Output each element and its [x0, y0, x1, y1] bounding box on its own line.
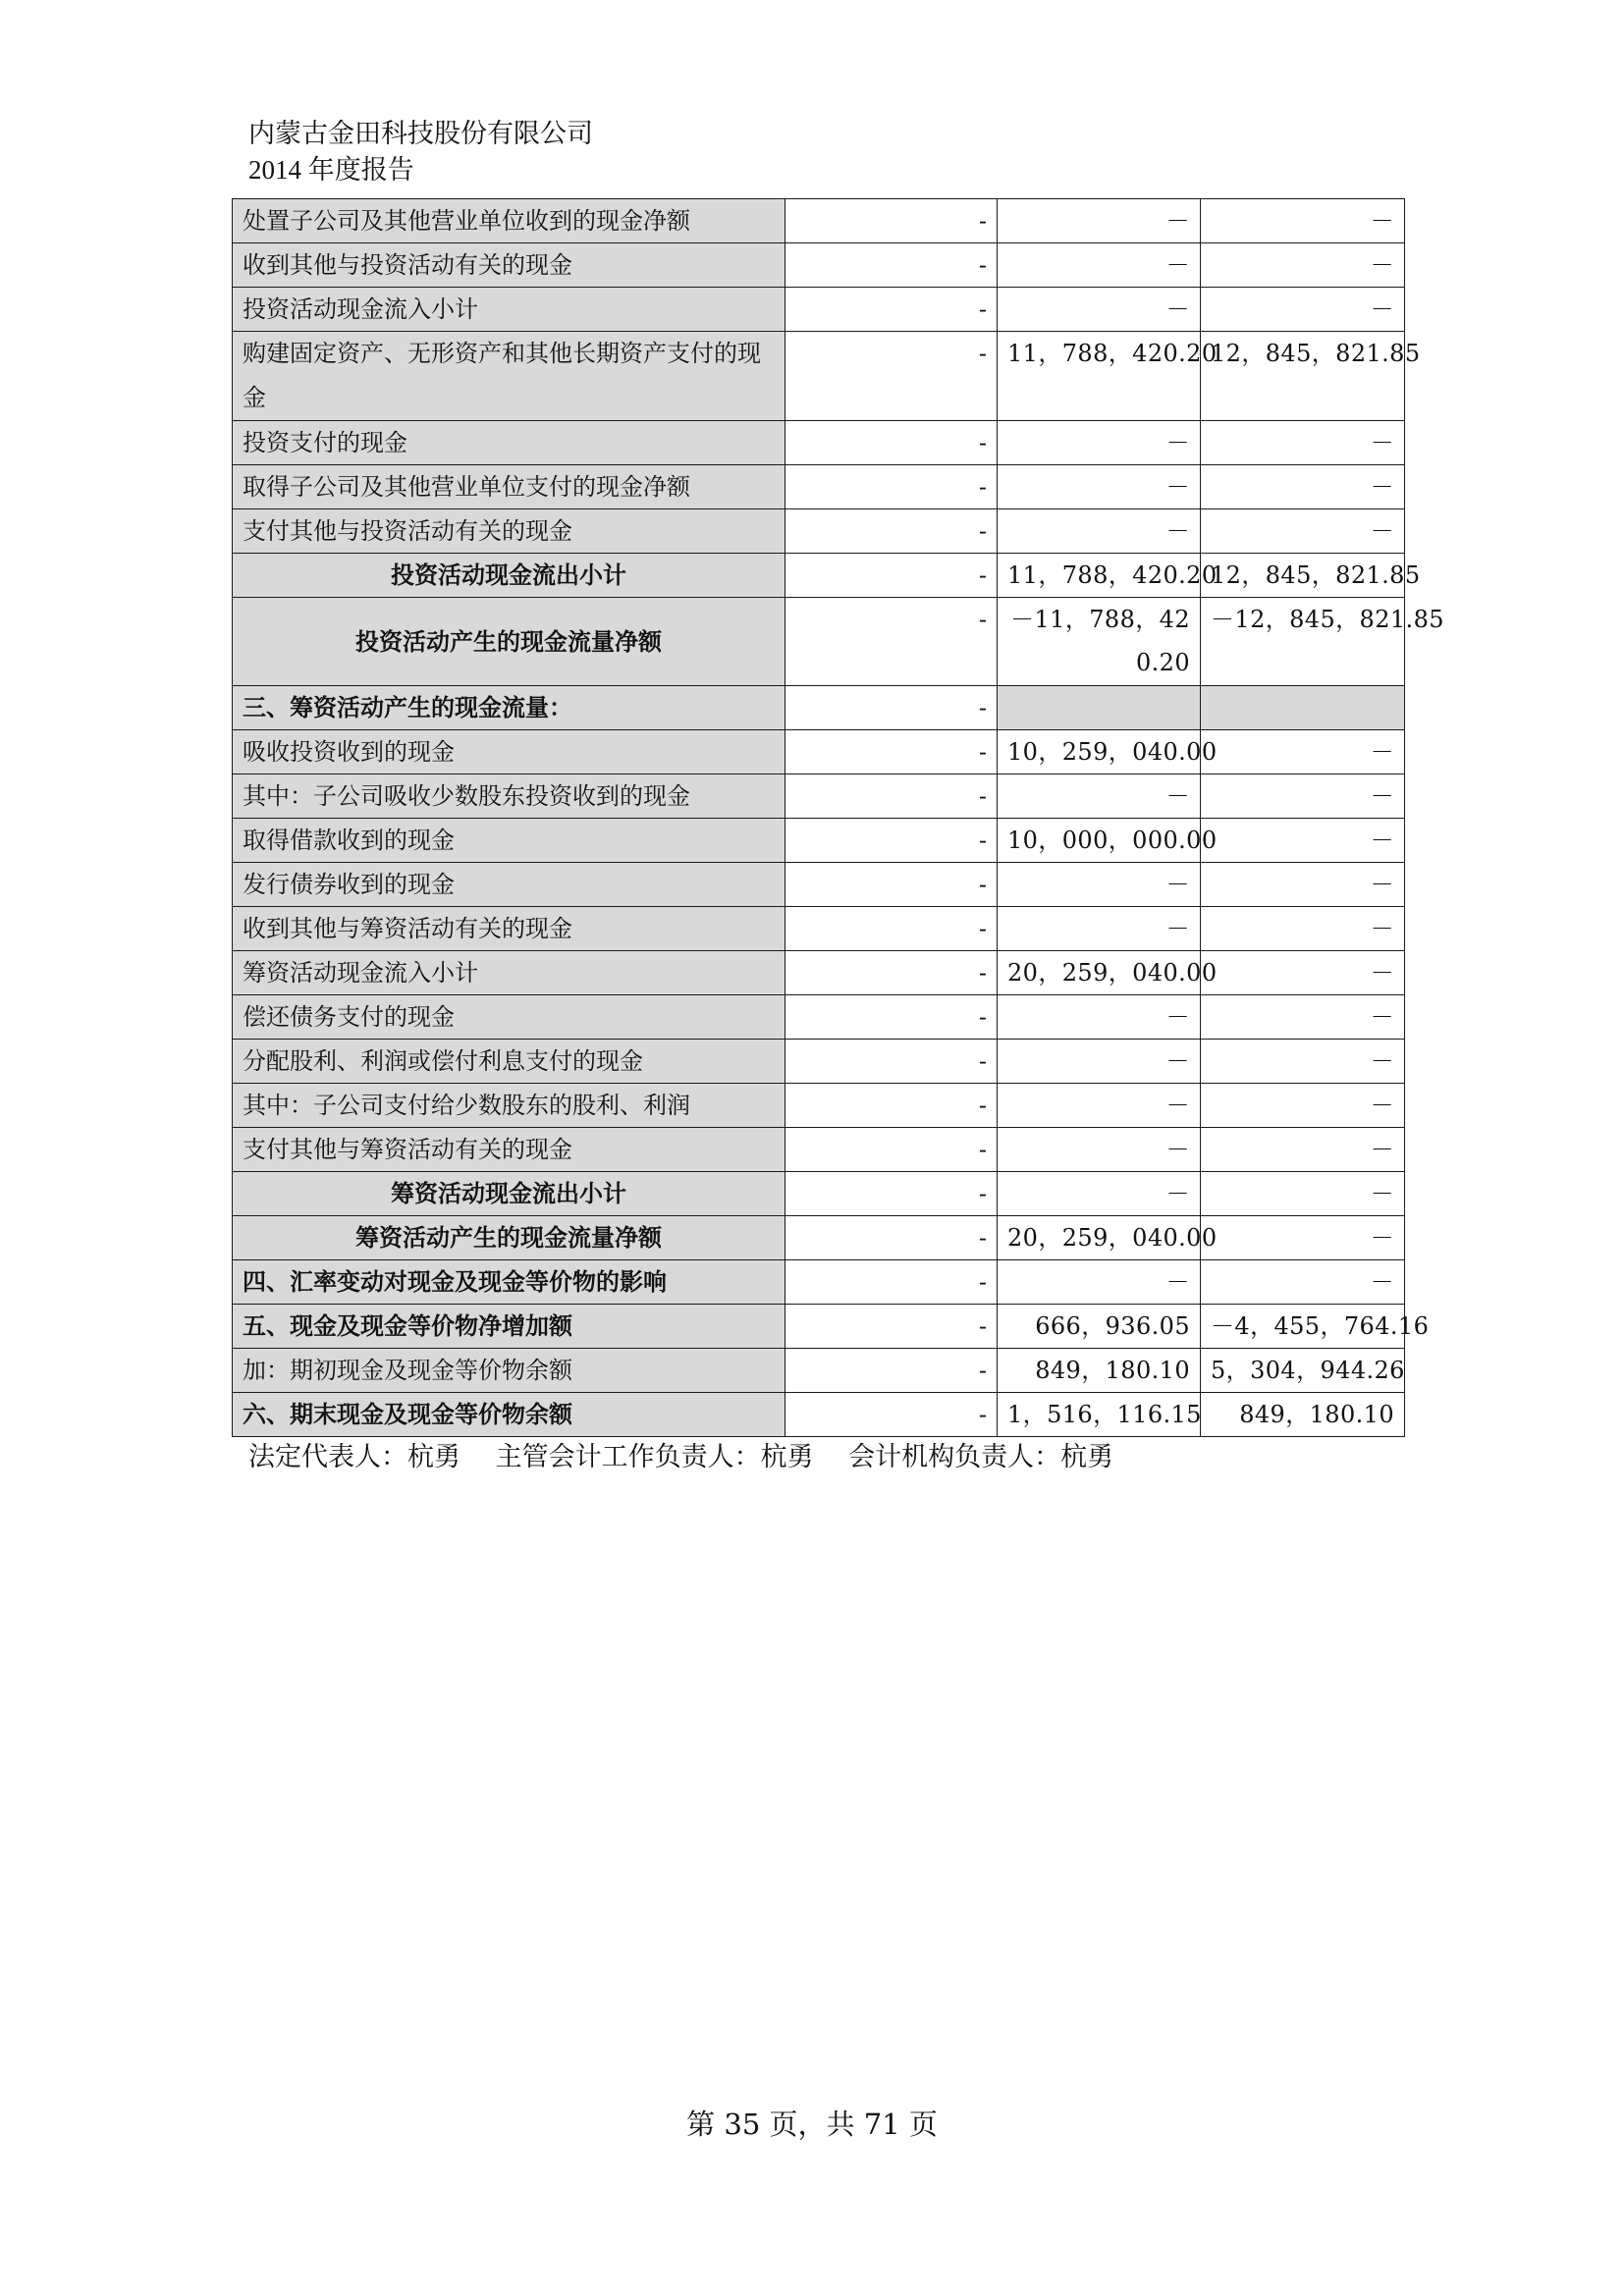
- row-item: 其中：子公司支付给少数股东的股利、利润: [233, 1084, 785, 1128]
- table-row: [233, 863, 1405, 907]
- row-prior: 5，304，944.26: [1201, 1349, 1405, 1393]
- row-item: 支付其他与筹资活动有关的现金: [233, 1128, 785, 1172]
- row-item: 投资活动产生的现金流量净额: [233, 598, 785, 686]
- table-row: [233, 951, 1405, 995]
- row-item: 分配股利、利润或偿付利息支付的现金: [233, 1040, 785, 1084]
- row-prior: －: [1201, 1260, 1405, 1305]
- row-current: －: [998, 199, 1201, 243]
- row-item: 六、期末现金及现金等价物余额: [233, 1393, 785, 1437]
- row-prior: －12，845，821.85: [1201, 598, 1405, 686]
- row-note: -: [785, 465, 998, 509]
- company-name: 内蒙古金田科技股份有限公司: [248, 119, 593, 149]
- table-row: [233, 995, 1405, 1040]
- row-note: -: [785, 509, 998, 554]
- row-prior: [1201, 686, 1405, 730]
- table-row: [233, 509, 1405, 554]
- report-title: 2014 年度报告: [248, 155, 414, 185]
- row-note: -: [785, 598, 998, 686]
- row-item: 投资活动现金流出小计: [233, 554, 785, 598]
- row-current: 11，788，420.20: [998, 554, 1201, 598]
- table-row: [233, 465, 1405, 509]
- row-current: 10，000，000.00: [998, 819, 1201, 863]
- row-current: 20，259，040.00: [998, 951, 1201, 995]
- row-item: 其中：子公司吸收少数股东投资收到的现金: [233, 774, 785, 819]
- row-prior: －: [1201, 1040, 1405, 1084]
- cash-flow-table: [232, 198, 1444, 1437]
- row-note: -: [785, 421, 998, 465]
- row-item: 筹资活动现金流入小计: [233, 951, 785, 995]
- row-note: -: [785, 1084, 998, 1128]
- row-note: -: [785, 995, 998, 1040]
- row-current: －: [998, 1128, 1201, 1172]
- table-row: [233, 288, 1405, 332]
- row-current: －: [998, 995, 1201, 1040]
- table-row: [233, 730, 1405, 774]
- row-prior: －: [1201, 421, 1405, 465]
- table-row: [233, 1349, 1405, 1393]
- row-note: -: [785, 686, 998, 730]
- table-row: [233, 774, 1405, 819]
- row-item: 筹资活动产生的现金流量净额: [233, 1216, 785, 1260]
- row-current: －: [998, 1040, 1201, 1084]
- row-current: 20，259，040.00: [998, 1216, 1201, 1260]
- row-note: -: [785, 199, 998, 243]
- table-row: [233, 1260, 1405, 1305]
- row-note: -: [785, 243, 998, 288]
- row-item: 四、汇率变动对现金及现金等价物的影响: [233, 1260, 785, 1305]
- row-item: 吸收投资收到的现金: [233, 730, 785, 774]
- table-row: [233, 1172, 1405, 1216]
- row-prior: －: [1201, 730, 1405, 774]
- table-row: [233, 1128, 1405, 1172]
- row-note: -: [785, 1216, 998, 1260]
- row-current: －: [998, 1172, 1201, 1216]
- row-current: －: [998, 1084, 1201, 1128]
- row-current: [998, 686, 1201, 730]
- row-current: －: [998, 421, 1201, 465]
- row-prior: －: [1201, 465, 1405, 509]
- row-current: －: [998, 863, 1201, 907]
- table-row: [233, 554, 1405, 598]
- row-note: -: [785, 1260, 998, 1305]
- row-prior: －: [1201, 509, 1405, 554]
- row-note: -: [785, 951, 998, 995]
- row-current: －: [998, 1260, 1201, 1305]
- table-row: [233, 199, 1405, 243]
- row-item: 加：期初现金及现金等价物余额: [233, 1349, 785, 1393]
- table-row: [233, 243, 1405, 288]
- row-current: －: [998, 243, 1201, 288]
- row-note: -: [785, 332, 998, 421]
- row-prior: 12，845，821.85: [1201, 554, 1405, 598]
- row-prior: －4，455，764.16: [1201, 1305, 1405, 1349]
- row-note: -: [785, 730, 998, 774]
- row-prior: 849，180.10: [1201, 1393, 1405, 1437]
- row-current: 666，936.05: [998, 1305, 1201, 1349]
- row-item: 取得借款收到的现金: [233, 819, 785, 863]
- table-row: [233, 686, 1405, 730]
- row-item: 支付其他与投资活动有关的现金: [233, 509, 785, 554]
- row-item: 发行债券收到的现金: [233, 863, 785, 907]
- row-current: －: [998, 465, 1201, 509]
- table-row: [233, 907, 1405, 951]
- row-prior: －: [1201, 199, 1405, 243]
- table-row: [233, 1040, 1405, 1084]
- row-note: -: [785, 1305, 998, 1349]
- row-prior: －: [1201, 951, 1405, 995]
- row-item: 购建固定资产、无形资产和其他长期资产支付的现金: [233, 332, 785, 421]
- signature-line: 法定代表人：杭勇 主管会计工作负责人：杭勇 会计机构负责人：杭勇: [248, 1442, 1114, 1472]
- row-prior: －: [1201, 288, 1405, 332]
- row-item: 五、现金及现金等价物净增加额: [233, 1305, 785, 1349]
- row-current: －: [998, 509, 1201, 554]
- row-current: 11，788，420.20: [998, 332, 1201, 421]
- row-prior: －: [1201, 907, 1405, 951]
- row-current: －11，788，420.20: [998, 598, 1201, 686]
- row-item: 筹资活动现金流出小计: [233, 1172, 785, 1216]
- row-current: 849，180.10: [998, 1349, 1201, 1393]
- row-note: -: [785, 1172, 998, 1216]
- row-note: -: [785, 1128, 998, 1172]
- row-prior: －: [1201, 1216, 1405, 1260]
- table-row: [233, 1084, 1405, 1128]
- row-note: -: [785, 288, 998, 332]
- row-note: -: [785, 1393, 998, 1437]
- row-current: 1，516，116.15: [998, 1393, 1201, 1437]
- row-prior: －: [1201, 1128, 1405, 1172]
- row-note: -: [785, 907, 998, 951]
- table-row: [233, 1393, 1405, 1437]
- table-row: [233, 819, 1405, 863]
- table-row: [233, 598, 1405, 686]
- table-row: [233, 1305, 1405, 1349]
- row-prior: 12，845，821.85: [1201, 332, 1405, 421]
- row-item: 投资活动现金流入小计: [233, 288, 785, 332]
- row-note: -: [785, 554, 998, 598]
- row-item: 收到其他与投资活动有关的现金: [233, 243, 785, 288]
- table-row: [233, 1216, 1405, 1260]
- row-current: 10，259，040.00: [998, 730, 1201, 774]
- document-header: [248, 116, 593, 188]
- row-current: －: [998, 774, 1201, 819]
- row-note: -: [785, 1040, 998, 1084]
- row-item: 收到其他与筹资活动有关的现金: [233, 907, 785, 951]
- row-prior: －: [1201, 1084, 1405, 1128]
- row-prior: －: [1201, 774, 1405, 819]
- row-note: -: [785, 863, 998, 907]
- row-prior: －: [1201, 819, 1405, 863]
- row-current: －: [998, 288, 1201, 332]
- page-footer: 第 35 页，共 71 页: [686, 2108, 938, 2141]
- row-item: 三、筹资活动产生的现金流量：: [233, 686, 785, 730]
- row-item: 处置子公司及其他营业单位收到的现金净额: [233, 199, 785, 243]
- row-prior: －: [1201, 1172, 1405, 1216]
- table-row: [233, 421, 1405, 465]
- row-prior: －: [1201, 243, 1405, 288]
- row-current: －: [998, 907, 1201, 951]
- row-note: -: [785, 819, 998, 863]
- row-item: 偿还债务支付的现金: [233, 995, 785, 1040]
- table-row: [233, 332, 1405, 421]
- row-item: 取得子公司及其他营业单位支付的现金净额: [233, 465, 785, 509]
- row-prior: －: [1201, 995, 1405, 1040]
- row-note: -: [785, 774, 998, 819]
- row-note: -: [785, 1349, 998, 1393]
- row-item: 投资支付的现金: [233, 421, 785, 465]
- row-prior: －: [1201, 863, 1405, 907]
